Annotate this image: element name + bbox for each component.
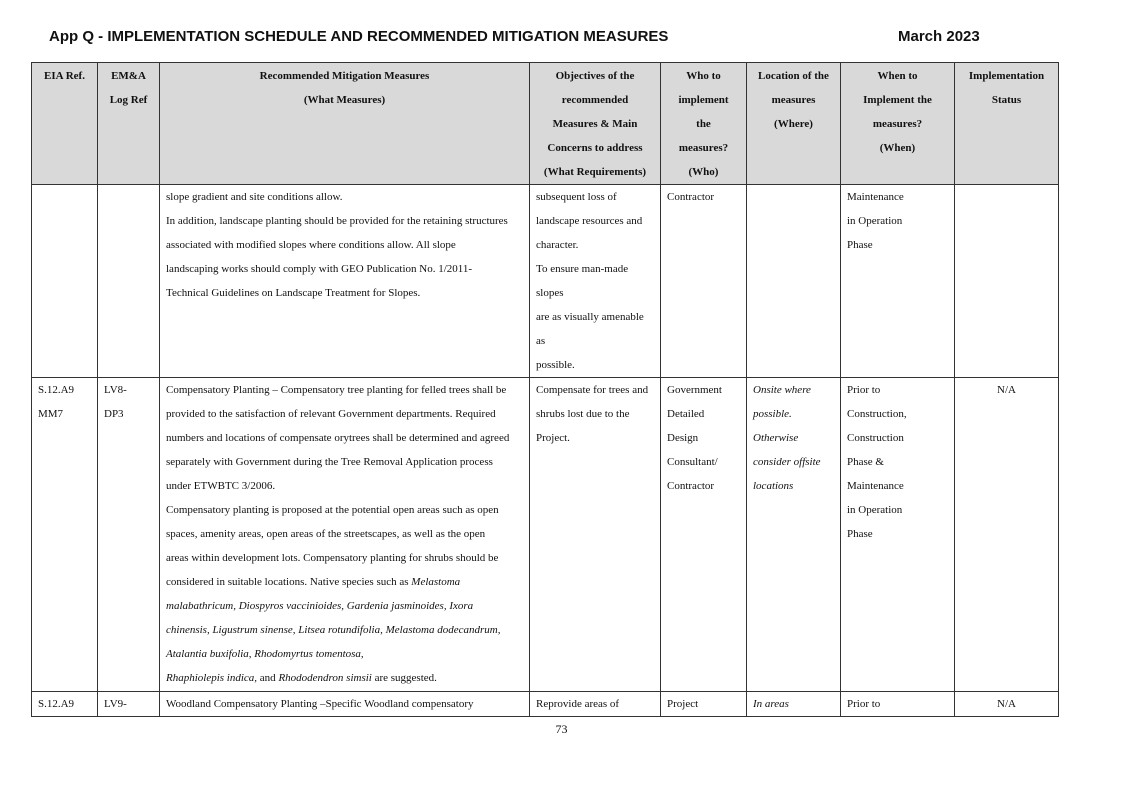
cell-eia-ref: S.12.A9 MM7: [32, 378, 98, 692]
cell-status: [955, 185, 1059, 378]
cell-eia-ref: S.12.A9: [32, 692, 98, 717]
cell-status: N/A: [955, 378, 1059, 692]
header-mitigation-measures: Recommended Mitigation Measures (What Measures): [160, 63, 530, 185]
header-eia-ref: EIA Ref.: [32, 63, 98, 185]
table-row: [32, 378, 1059, 692]
header-objectives: Objectives of the recommended Measures & Main Concerns to address (What Requirements): [530, 63, 661, 185]
cell-location: [747, 185, 841, 378]
table-header-row: [32, 63, 1059, 185]
page-number: 73: [555, 722, 568, 736]
document-date: March 2023: [898, 28, 980, 45]
cell-location: Onsite where possible. Otherwise consider offsite locations: [747, 378, 841, 692]
header-who: Who to implement the measures? (Who): [661, 63, 747, 185]
cell-measures: Woodland Compensatory Planting –Specific Woodland compensatory: [160, 692, 530, 717]
header-ema-log-ref: EM&A Log Ref: [98, 63, 160, 185]
cell-location: In areas: [747, 692, 841, 717]
table-row: [32, 692, 1059, 717]
cell-measures: Compensatory Planting – Compensatory tree planting for felled trees shall be provided to the satisfaction of relevant Government departments. Required numbers and locations of compensate orytrees shall be determined and agreed separately with Government during the Tree Removal Application process under ETWBTC 3/2006. Compensatory planting is proposed at the potential open areas such as open spaces, amenity areas, open areas of the streetscapes, as well as the open areas within development lots. Compensatory planting for shrubs should be considered in suitable locations. Native species such as Melastoma malabathricum, Diospyros vaccinioides, Gardenia jasminoides, Ixora chinensis, Ligustrum sinense, Litsea rotundifolia, Melastoma dodecandrum, Atalantia buxifolia, Rhodomyrtus tomentosa, Rhaphiolepis indica, and Rhododendron simsii are suggested.: [160, 378, 530, 692]
header-when: When to Implement the measures? (When): [841, 63, 955, 185]
cell-when: Prior to Construction, Construction Phase & Maintenance in Operation Phase: [841, 378, 955, 692]
cell-objectives: Compensate for trees and shrubs lost due to the Project.: [530, 378, 661, 692]
cell-who: Contractor: [661, 185, 747, 378]
cell-who: Project: [661, 692, 747, 717]
mitigation-measures-table: [31, 62, 1059, 717]
table-row: [32, 185, 1059, 378]
document-title: App Q - IMPLEMENTATION SCHEDULE AND RECOMMENDED MITIGATION MEASURES: [49, 28, 669, 45]
cell-eia-ref: [32, 185, 98, 378]
cell-when: Prior to: [841, 692, 955, 717]
header-location: Location of the measures (Where): [747, 63, 841, 185]
cell-measures: slope gradient and site conditions allow. In addition, landscape planting should be provided for the retaining structures associated with modified slopes where conditions allow. All slope landscaping works should comply with GEO Publication No. 1/2011- Technical Guidelines on Landscape Treatment for Slopes.: [160, 185, 530, 378]
cell-ema-log-ref: LV9-: [98, 692, 160, 717]
cell-ema-log-ref: [98, 185, 160, 378]
cell-when: Maintenance in Operation Phase: [841, 185, 955, 378]
cell-ema-log-ref: LV8- DP3: [98, 378, 160, 692]
cell-status: N/A: [955, 692, 1059, 717]
cell-objectives: Reprovide areas of: [530, 692, 661, 717]
cell-objectives: subsequent loss of landscape resources and character. To ensure man-made slopes are as visually amenable as possible.: [530, 185, 661, 378]
cell-who: Government Detailed Design Consultant/ Contractor: [661, 378, 747, 692]
header-status: Implementation Status: [955, 63, 1059, 185]
